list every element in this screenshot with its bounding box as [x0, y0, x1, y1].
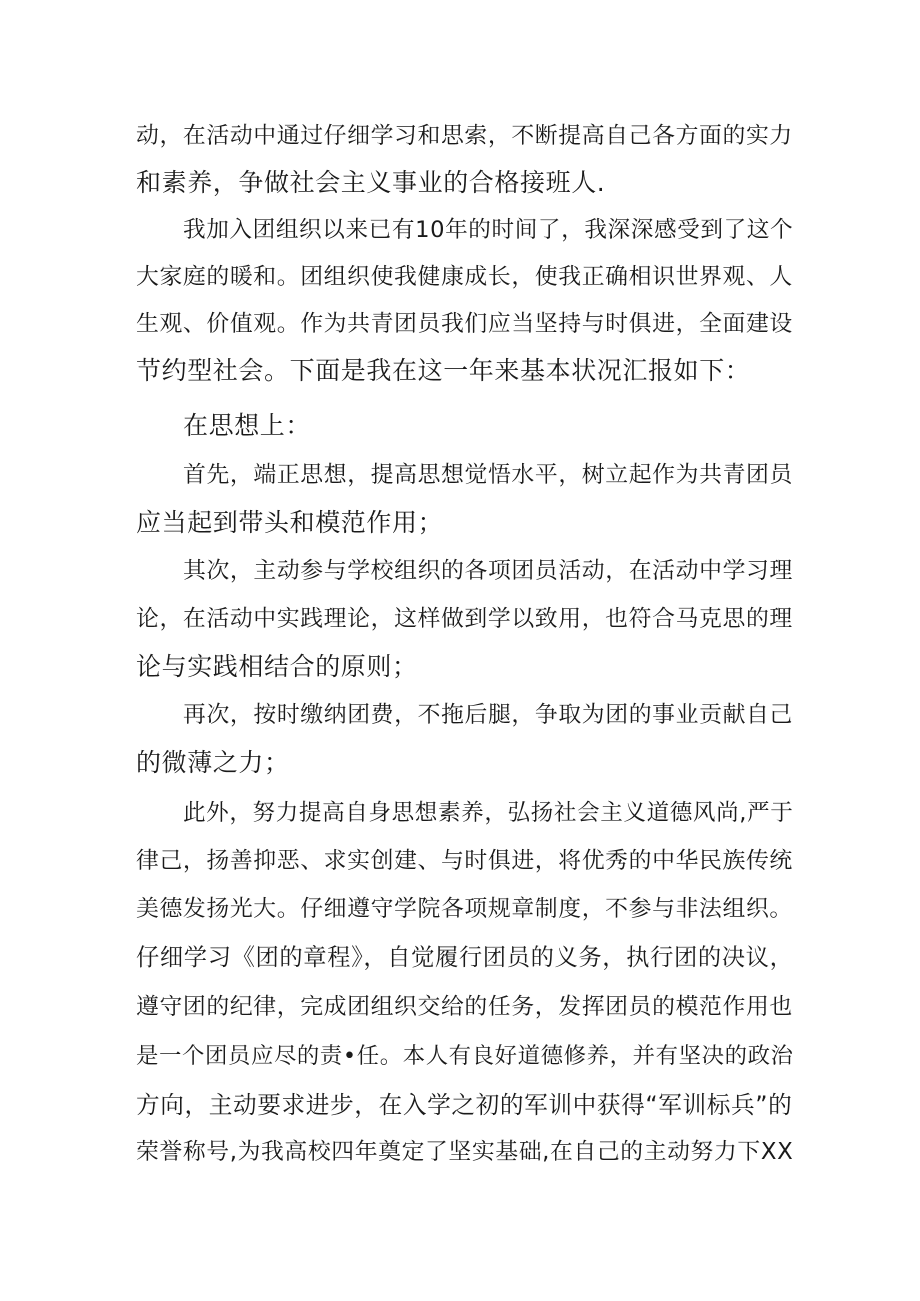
text-line: 论与实践相结合的原则；: [136, 652, 418, 681]
paragraph-first-line: 此外，努力提高自身思想素养，弘扬社会主义道德风尚,严于: [183, 800, 794, 826]
section-heading: 在思想上：: [183, 411, 312, 440]
paragraph-first-line: 再次，按时缴纳团费，不拖后腿，争取为团的事业贡献自己: [183, 702, 793, 728]
text-line: 节约型社会。下面是我在这一年来基本状况汇报如下：: [136, 356, 751, 385]
text-line: 荣誉称号,为我高校四年奠定了坚实基础,在自己的主动努力下XX: [136, 1139, 794, 1165]
text-line: 遵守团的纪律，完成团组织交给的任务，发挥团员的模范作用也: [136, 994, 793, 1020]
text-line: 的微薄之力；: [136, 748, 290, 777]
text-line: 动，在活动中通过仔细学习和思索，不断提高自己各方面的实力: [136, 123, 793, 149]
text-line: 应当起到带头和模范作用；: [136, 508, 444, 537]
text-line: 生观、价值观。作为共青团员我们应当坚持与时俱进，全面建设: [136, 311, 793, 337]
text-line: 方向，主动要求进步，在入学之初的军训中获得“军训标兵”的: [136, 1091, 793, 1119]
text-line: 仔细学习《团的章程》，自觉履行团员的义务，执行团的决议，: [136, 944, 794, 971]
text-line: 律己，扬善抑恶、求实创建、与时俱进，将优秀的中华民族传统: [136, 848, 793, 874]
text-line: 是一个团员应尽的责•任。本人有良好道德修养，并有坚决的政治: [136, 1043, 794, 1069]
text-line: 美德发扬光大。仔细遵守学院各项规章制度，不参与非法组织。: [136, 896, 793, 922]
paragraph-first-line: 我加入团组织以来已有10年的时间了，我深深感受到了这个: [183, 217, 794, 243]
text-line: 论，在活动中实践理论，这样做到学以致用，也符合马克思的理: [136, 606, 793, 632]
paragraph-first-line: 其次，主动参与学校组织的各项团员活动，在活动中学习理: [183, 558, 793, 584]
text-line: 大家庭的暖和。团组织使我健康成长，使我正确相识世界观、人: [136, 264, 793, 290]
paragraph-first-line: 首先，端正思想，提高思想觉悟水平，树立起作为共青团员: [183, 462, 793, 488]
text-line: 和素养，争做社会主义事业的合格接班人.: [136, 168, 606, 197]
